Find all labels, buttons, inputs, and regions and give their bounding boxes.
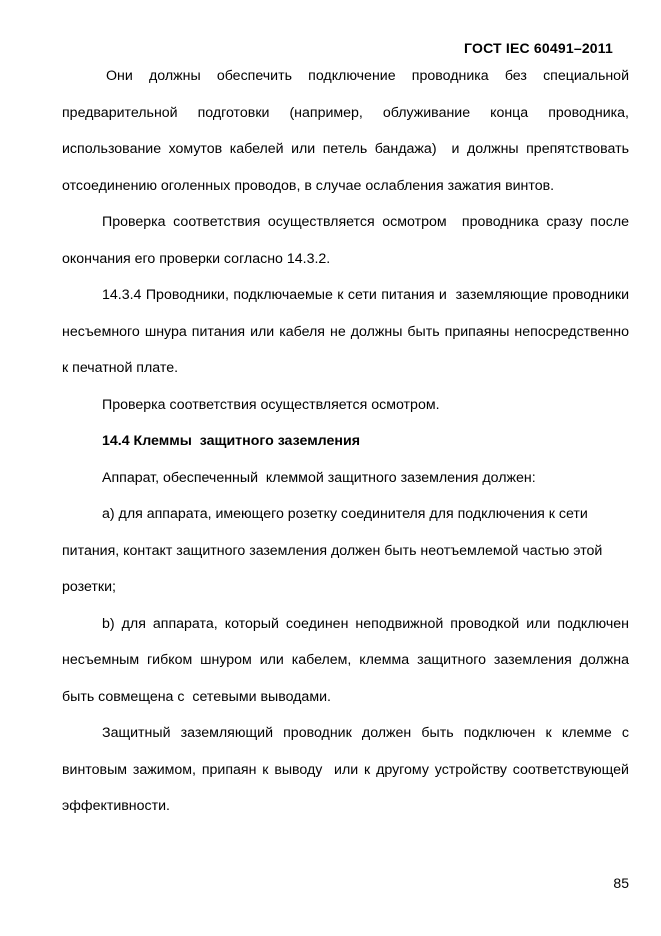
- document-header-standard: ГОСТ IEC 60491–2011: [464, 40, 613, 56]
- paragraph-verification-inspection-conductor: Проверка соответствия осуществляется осмотром проводника сразу после окончания его проверки согласно 14.3.2.: [62, 214, 633, 267]
- document-body: [62, 58, 637, 825]
- paragraph-item-b: b) для аппарата, который соединен неподвижной проводкой или подключен несъемным гибком шнуром или кабелем, клемма защитного заземления должна быть совмещена с сетевыми выводами.: [62, 615, 637, 705]
- paragraph-protective-conductor: Защитный заземляющий проводник должен быть подключен к клемме с винтовым зажимом, припаян к выводу или к другому устройству соответствующей эффективности.: [62, 725, 633, 814]
- paragraph-14-3-4: 14.3.4 Проводники, подключаемые к сети питания и заземляющие проводники несъемного шнура питания или кабеля не должны быть припаяны непосредственно к печатной плате.: [62, 287, 633, 376]
- page-number: 85: [613, 875, 629, 891]
- paragraph-conductor-requirements: Они должны обеспечить подключение проводника без специальной предварительной подготовки (например, облуживание конца проводника, использование хомутов кабелей или петель бандажа) и должны препятствовать отсоединению оголенных проводов, в случае ослабления зажатия винтов.: [62, 68, 633, 194]
- section-heading-14-4: 14.4 Клеммы защитного заземления: [102, 433, 360, 449]
- paragraph-apparatus-intro: Аппарат, обеспеченный клеммой защитного заземления должен:: [102, 469, 536, 486]
- paragraph-verification-inspection: Проверка соответствия осуществляется осмотром.: [102, 396, 440, 413]
- paragraph-item-a: а) для аппарата, имеющего розетку соединителя для подключения к сети питания, контакт защитного заземления должен быть неотъемлемой частью этой розетки;: [62, 506, 607, 595]
